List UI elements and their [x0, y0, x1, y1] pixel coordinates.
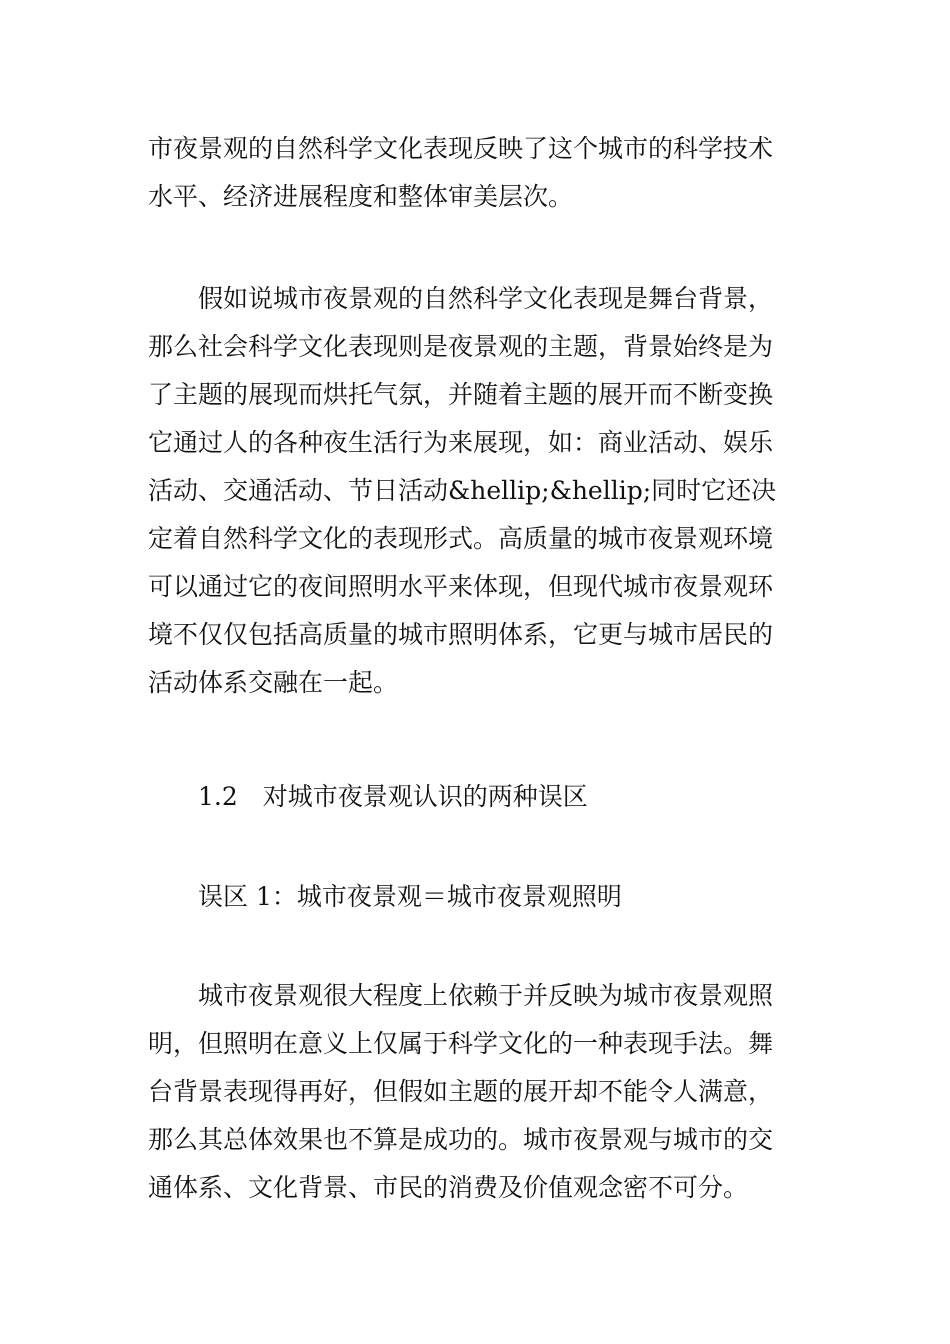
paragraph-line: 它通过人的各种夜生活行为来展现，如：商业活动、娱乐: [148, 428, 774, 457]
paragraph-line: 了主题的展现而烘托气氛，并随着主题的展开而不断变换: [148, 380, 774, 409]
paragraph-line: 通体系、文化背景、市民的消费及价值观念密不可分。: [148, 1173, 749, 1202]
paragraph-line: 活动、交通活动、节日活动&hellip;&hellip;同时它还决: [148, 476, 777, 505]
paragraph-3: [148, 972, 808, 1212]
paragraph-line: 明，但照明在意义上仅属于科学文化的一种表现手法。舞: [148, 1029, 774, 1058]
section-heading-text: 1.2 对城市夜景观认识的两种误区: [198, 782, 588, 811]
paragraph-line: 假如说城市夜景观的自然科学文化表现是舞台背景，: [198, 284, 774, 313]
paragraph-line: 城市夜景观很大程度上依赖于并反映为城市夜景观照: [198, 981, 774, 1010]
paragraph-line: 市夜景观的自然科学文化表现反映了这个城市的科学技术: [148, 134, 774, 163]
paragraph-line: 境不仅仅包括高质量的城市照明体系，它更与城市居民的: [148, 620, 774, 649]
paragraph-2: [148, 275, 808, 707]
paragraph-line: 活动体系交融在一起。: [148, 668, 399, 697]
paragraph-1: [148, 125, 808, 221]
section-heading: [148, 773, 808, 821]
paragraph-line: 那么社会科学文化表现则是夜景观的主题，背景始终是为: [148, 332, 774, 361]
subheading-text: 误区 1：城市夜景观＝城市夜景观照明: [198, 882, 622, 911]
paragraph-line: 那么其总体效果也不算是成功的。城市夜景观与城市的交: [148, 1125, 774, 1154]
paragraph-line: 台背景表现得再好，但假如主题的展开却不能令人满意，: [148, 1077, 774, 1106]
subheading: [148, 873, 808, 921]
paragraph-line: 定着自然科学文化的表现形式。高质量的城市夜景观环境: [148, 524, 774, 553]
paragraph-line: 水平、经济进展程度和整体审美层次。: [148, 182, 574, 211]
paragraph-line: 可以通过它的夜间照明水平来体现，但现代城市夜景观环: [148, 572, 774, 601]
